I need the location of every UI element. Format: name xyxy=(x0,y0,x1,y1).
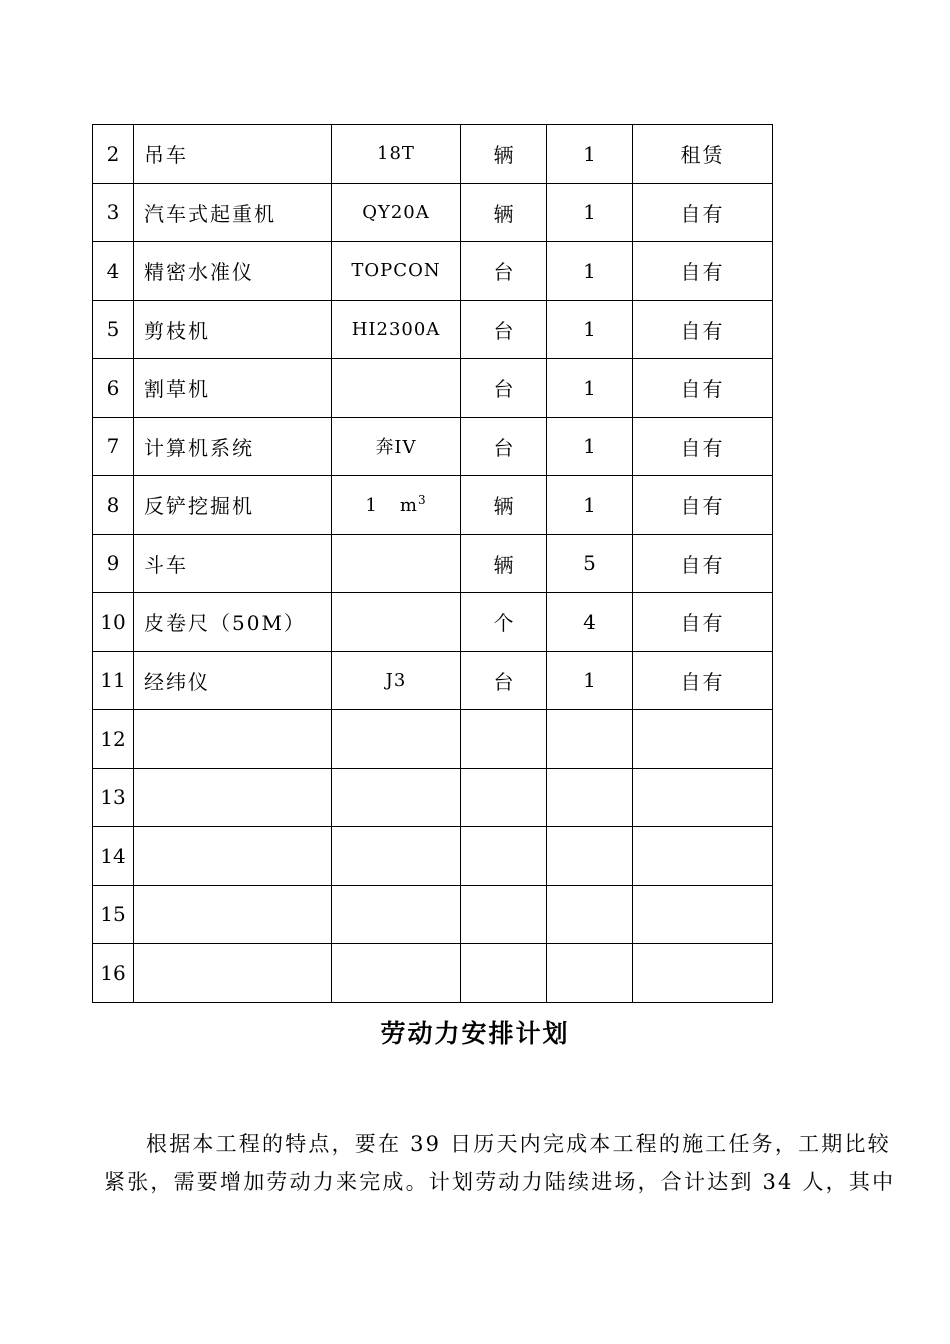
cell-model: HI2300A xyxy=(332,300,461,359)
cell-qty: 1 xyxy=(547,476,633,535)
cell-no: 12 xyxy=(93,710,134,769)
cell-model: 奔IV xyxy=(332,417,461,476)
table-row xyxy=(93,476,773,535)
cell-qty: 1 xyxy=(547,359,633,418)
cell-model xyxy=(332,768,461,827)
cell-name: 汽车式起重机 xyxy=(134,183,332,242)
cell-source xyxy=(633,710,773,769)
cell-name xyxy=(134,827,332,886)
cell-no: 13 xyxy=(93,768,134,827)
cell-model xyxy=(332,359,461,418)
cell-source: 自有 xyxy=(633,534,773,593)
table-row xyxy=(93,651,773,710)
table-row xyxy=(93,944,773,1003)
cell-source xyxy=(633,944,773,1003)
cell-unit: 台 xyxy=(461,359,547,418)
cell-source: 自有 xyxy=(633,476,773,535)
cell-no: 4 xyxy=(93,242,134,301)
table-row xyxy=(93,534,773,593)
cell-source: 自有 xyxy=(633,300,773,359)
cell-no: 8 xyxy=(93,476,134,535)
cell-qty: 5 xyxy=(547,534,633,593)
cell-model: TOPCON xyxy=(332,242,461,301)
cell-qty: 1 xyxy=(547,417,633,476)
cell-model xyxy=(332,885,461,944)
table-row xyxy=(93,125,773,184)
cell-no: 7 xyxy=(93,417,134,476)
equipment-table-body xyxy=(93,125,773,1003)
cell-name xyxy=(134,710,332,769)
cell-qty xyxy=(547,768,633,827)
cell-unit xyxy=(461,885,547,944)
cell-source xyxy=(633,827,773,886)
cell-unit: 台 xyxy=(461,417,547,476)
cell-source: 自有 xyxy=(633,651,773,710)
cell-no: 3 xyxy=(93,183,134,242)
cell-model xyxy=(332,534,461,593)
cell-model xyxy=(332,827,461,886)
cell-source xyxy=(633,885,773,944)
cell-model: J3 xyxy=(332,651,461,710)
model-unit: m xyxy=(399,495,418,517)
paragraph-line-1: 根据本工程的特点，要在 39 日历天内完成本工程的施工任务，工期比较 xyxy=(146,1132,891,1156)
table-row xyxy=(93,885,773,944)
cell-name xyxy=(134,944,332,1003)
cell-no: 2 xyxy=(93,125,134,184)
cell-no: 15 xyxy=(93,885,134,944)
cell-unit: 个 xyxy=(461,593,547,652)
cell-unit xyxy=(461,768,547,827)
cell-qty xyxy=(547,827,633,886)
cell-source xyxy=(633,768,773,827)
cell-no: 10 xyxy=(93,593,134,652)
cell-name: 计算机系统 xyxy=(134,417,332,476)
table-row xyxy=(93,827,773,886)
cell-model xyxy=(332,710,461,769)
cell-name xyxy=(134,768,332,827)
cell-qty xyxy=(547,944,633,1003)
cell-source: 自有 xyxy=(633,242,773,301)
cell-unit xyxy=(461,944,547,1003)
cell-source: 自有 xyxy=(633,359,773,418)
table-row xyxy=(93,710,773,769)
paragraph-line-2: 紧张，需要增加劳动力来完成。计划劳动力陆续进场，合计达到 34 人，其中 xyxy=(104,1170,896,1194)
model-quantity: 1 xyxy=(365,495,378,517)
cell-qty xyxy=(547,885,633,944)
cell-qty: 1 xyxy=(547,183,633,242)
cell-unit xyxy=(461,827,547,886)
cell-source: 自有 xyxy=(633,183,773,242)
cell-qty xyxy=(547,710,633,769)
cell-source: 自有 xyxy=(633,417,773,476)
cell-unit: 台 xyxy=(461,300,547,359)
model-superscript: 3 xyxy=(417,493,427,508)
cell-no: 9 xyxy=(93,534,134,593)
cell-no: 14 xyxy=(93,827,134,886)
cell-name: 剪枝机 xyxy=(134,300,332,359)
table-row xyxy=(93,359,773,418)
cell-qty: 1 xyxy=(547,125,633,184)
cell-name xyxy=(134,885,332,944)
cell-name: 经纬仪 xyxy=(134,651,332,710)
cell-name: 割草机 xyxy=(134,359,332,418)
table-row xyxy=(93,242,773,301)
table-row xyxy=(93,768,773,827)
cell-name: 精密水准仪 xyxy=(134,242,332,301)
cell-no: 16 xyxy=(93,944,134,1003)
cell-qty: 1 xyxy=(547,651,633,710)
cell-unit: 台 xyxy=(461,242,547,301)
table-row xyxy=(93,593,773,652)
cell-model: QY20A xyxy=(332,183,461,242)
cell-unit: 台 xyxy=(461,651,547,710)
cell-no: 5 xyxy=(93,300,134,359)
cell-name: 皮卷尺（50M） xyxy=(134,593,332,652)
cell-unit: 辆 xyxy=(461,534,547,593)
cell-unit xyxy=(461,710,547,769)
table-row xyxy=(93,183,773,242)
table-row xyxy=(93,417,773,476)
cell-source: 租赁 xyxy=(633,125,773,184)
cell-no: 11 xyxy=(93,651,134,710)
cell-unit: 辆 xyxy=(461,183,547,242)
cell-no: 6 xyxy=(93,359,134,418)
cell-unit: 辆 xyxy=(461,125,547,184)
cell-source: 自有 xyxy=(633,593,773,652)
section-title: 劳动力安排计划 xyxy=(380,1019,570,1048)
equipment-table xyxy=(92,124,773,1003)
cell-qty: 1 xyxy=(547,300,633,359)
cell-model xyxy=(332,593,461,652)
cell-qty: 4 xyxy=(547,593,633,652)
cell-name: 反铲挖掘机 xyxy=(134,476,332,535)
cell-model xyxy=(332,944,461,1003)
cell-model xyxy=(332,476,461,535)
cell-unit: 辆 xyxy=(461,476,547,535)
cell-model: 18T xyxy=(332,125,461,184)
cell-name: 斗车 xyxy=(134,534,332,593)
table-row xyxy=(93,300,773,359)
cell-name: 吊车 xyxy=(134,125,332,184)
cell-qty: 1 xyxy=(547,242,633,301)
